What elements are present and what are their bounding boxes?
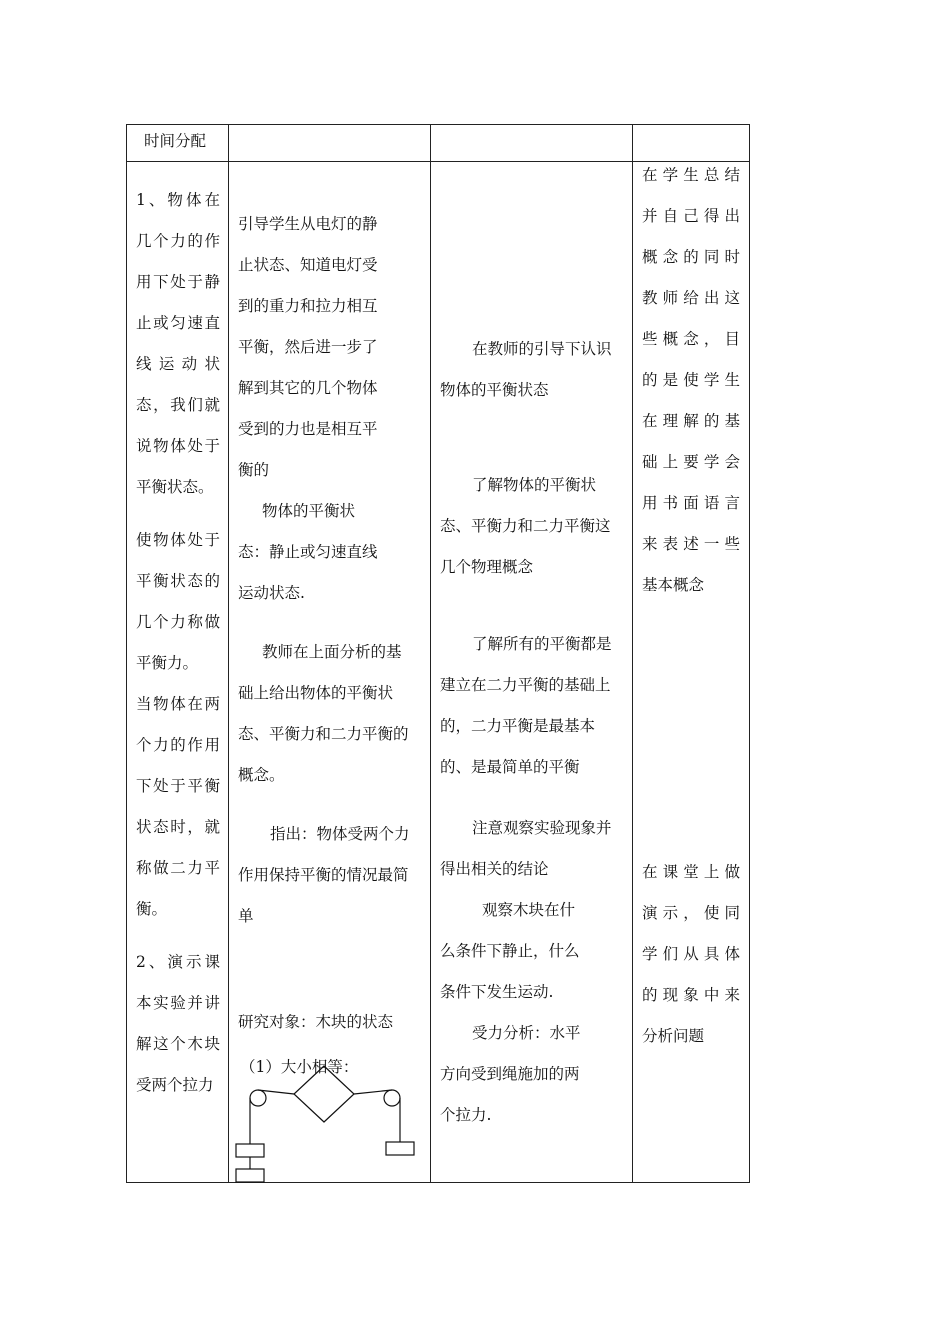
pulley-apparatus-figure bbox=[232, 1056, 422, 1184]
header-time-allocation: 时间分配 bbox=[144, 132, 207, 150]
col2-equal-size-label: （1）大小相等： bbox=[240, 1058, 359, 1076]
col3-cell bbox=[440, 329, 628, 1136]
col-divider-2 bbox=[430, 124, 431, 1183]
col4-para-2: 在课堂上做 演示，使同 学们从具体 的现象中来 分析问题 bbox=[642, 863, 740, 1045]
col2-para-2: 物体的平衡状 态：静止或匀速直线 运动状态. bbox=[238, 502, 378, 602]
col3-para-6: 受力分析：水平 方向受到绳施加的两 个拉力. bbox=[440, 1024, 581, 1124]
col3-para-3: 了解所有的平衡都是 建立在二力平衡的基础上 的，二力平衡是最基本 的、是最简单的平衡 bbox=[440, 635, 612, 776]
col1-block-2: 使物体处于 平衡状态的 几个力称做 平衡力。 bbox=[136, 531, 220, 672]
col1-block-4: 2、演示课 本实验并讲 解这个木块 受两个拉力 bbox=[136, 953, 220, 1094]
col2-para-3: 教师在上面分析的基 础上给出物体的平衡状 态、平衡力和二力平衡的 概念。 bbox=[238, 643, 409, 784]
col2-para-5: 研究对象：木块的状态 bbox=[238, 1013, 394, 1031]
col2-cell bbox=[238, 204, 426, 1043]
col-divider-3 bbox=[632, 124, 633, 1183]
col3-para-4: 注意观察实验现象并 得出相关的结论 bbox=[440, 819, 612, 878]
col3-para-2: 了解物体的平衡状 态、平衡力和二力平衡这 几个物理概念 bbox=[440, 476, 611, 576]
col4-cell bbox=[642, 155, 740, 1057]
col1-cell bbox=[136, 180, 220, 1106]
col2-para-4: 指出：物体受两个力 作用保持平衡的情况最简 单 bbox=[238, 825, 410, 925]
col3-para-1: 在教师的引导下认识 物体的平衡状态 bbox=[440, 340, 612, 399]
col3-para-5: 观察木块在什 么条件下静止，什么 条件下发生运动. bbox=[440, 901, 580, 1001]
col-divider-1 bbox=[228, 124, 229, 1183]
col1-block-3: 当物体在两 个力的作用 下处于平衡 状态时，就 称做二力平 衡。 bbox=[136, 695, 220, 918]
col4-para-1: 在学生总结 并自己得出 概念的同时 教师给出这 些概念，目 的是使学生 在理解的基 础上要学会 用书面语言 来表述一些 基本概念 bbox=[642, 166, 740, 594]
col2-para-1: 引导学生从电灯的静 止状态、知道电灯受 到的重力和拉力相互 平衡，然后进一步了 解到其它的几个物体 受到的力也是相互平 衡的 bbox=[238, 215, 378, 479]
col1-block-1: 1、物体在 几个力的作 用下处于静 止或匀速直 线运动状 态，我们就 说物体处于 平衡状态。 bbox=[136, 191, 220, 496]
